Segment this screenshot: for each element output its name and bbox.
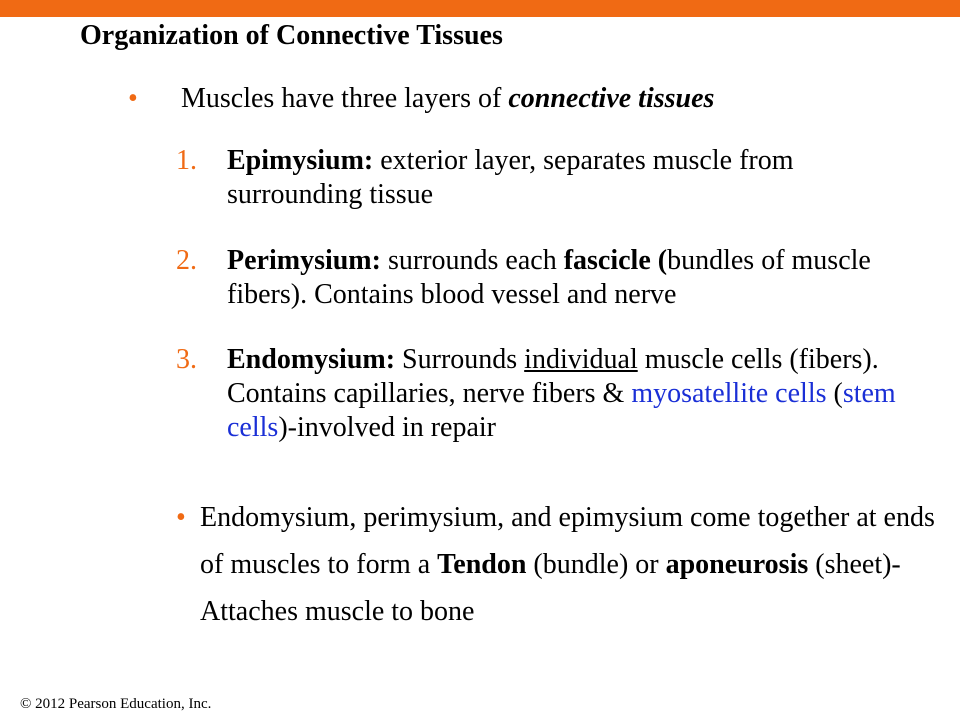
item-text: (bundle) or — [526, 549, 666, 580]
list-number: 1. — [176, 145, 197, 176]
item-text: ( — [826, 378, 843, 409]
sub-bullet-body — [200, 494, 936, 635]
blue-myosatellite-cells: myosatellite cells — [631, 378, 827, 409]
term-epimysium: Epimysium: — [227, 145, 374, 176]
item-text: (sheet)-Attaches muscle to bone — [200, 549, 901, 627]
item-text: Endomysium, perimysium, and epimysium come together at ends of muscles to form a — [200, 502, 935, 580]
list-number: 2. — [176, 245, 197, 276]
item-text: exterior layer, separates muscle from surrounding tissue — [227, 145, 794, 210]
main-bullet-emphasis: connective tissues — [508, 83, 715, 114]
main-bullet-text: Muscles have three layers of — [181, 83, 509, 114]
main-bullet — [128, 82, 714, 116]
underlined-individual: individual — [524, 344, 638, 375]
bullet-icon: • — [128, 83, 138, 114]
copyright-notice: © 2012 Pearson Education, Inc. — [20, 696, 212, 712]
term-endomysium: Endomysium: — [227, 344, 396, 375]
item-text: )-involved in repair — [278, 412, 497, 443]
term-aponeurosis: aponeurosis — [665, 549, 809, 580]
list-item-body — [227, 343, 917, 445]
top-accent-bar — [0, 0, 960, 17]
item-text: surrounds each — [380, 245, 564, 276]
term-tendon: Tendon — [437, 549, 527, 580]
list-item-body — [227, 244, 917, 312]
item-text: muscle cells (fibers). Contains capillaries, nerve fibers & — [227, 344, 879, 409]
slide-title: Organization of Connective Tissues — [80, 20, 503, 51]
blue-stem-cells: stem cells — [227, 378, 896, 443]
item-text: Surrounds — [395, 344, 525, 375]
term-fascicle: fascicle ( — [563, 245, 668, 276]
item-text: bundles of muscle fibers). Contains blood vessel and nerve — [227, 245, 871, 310]
list-item-body — [227, 144, 917, 212]
term-perimysium: Perimysium: — [227, 245, 381, 276]
list-number: 3. — [176, 344, 197, 375]
bullet-icon: • — [176, 502, 186, 533]
